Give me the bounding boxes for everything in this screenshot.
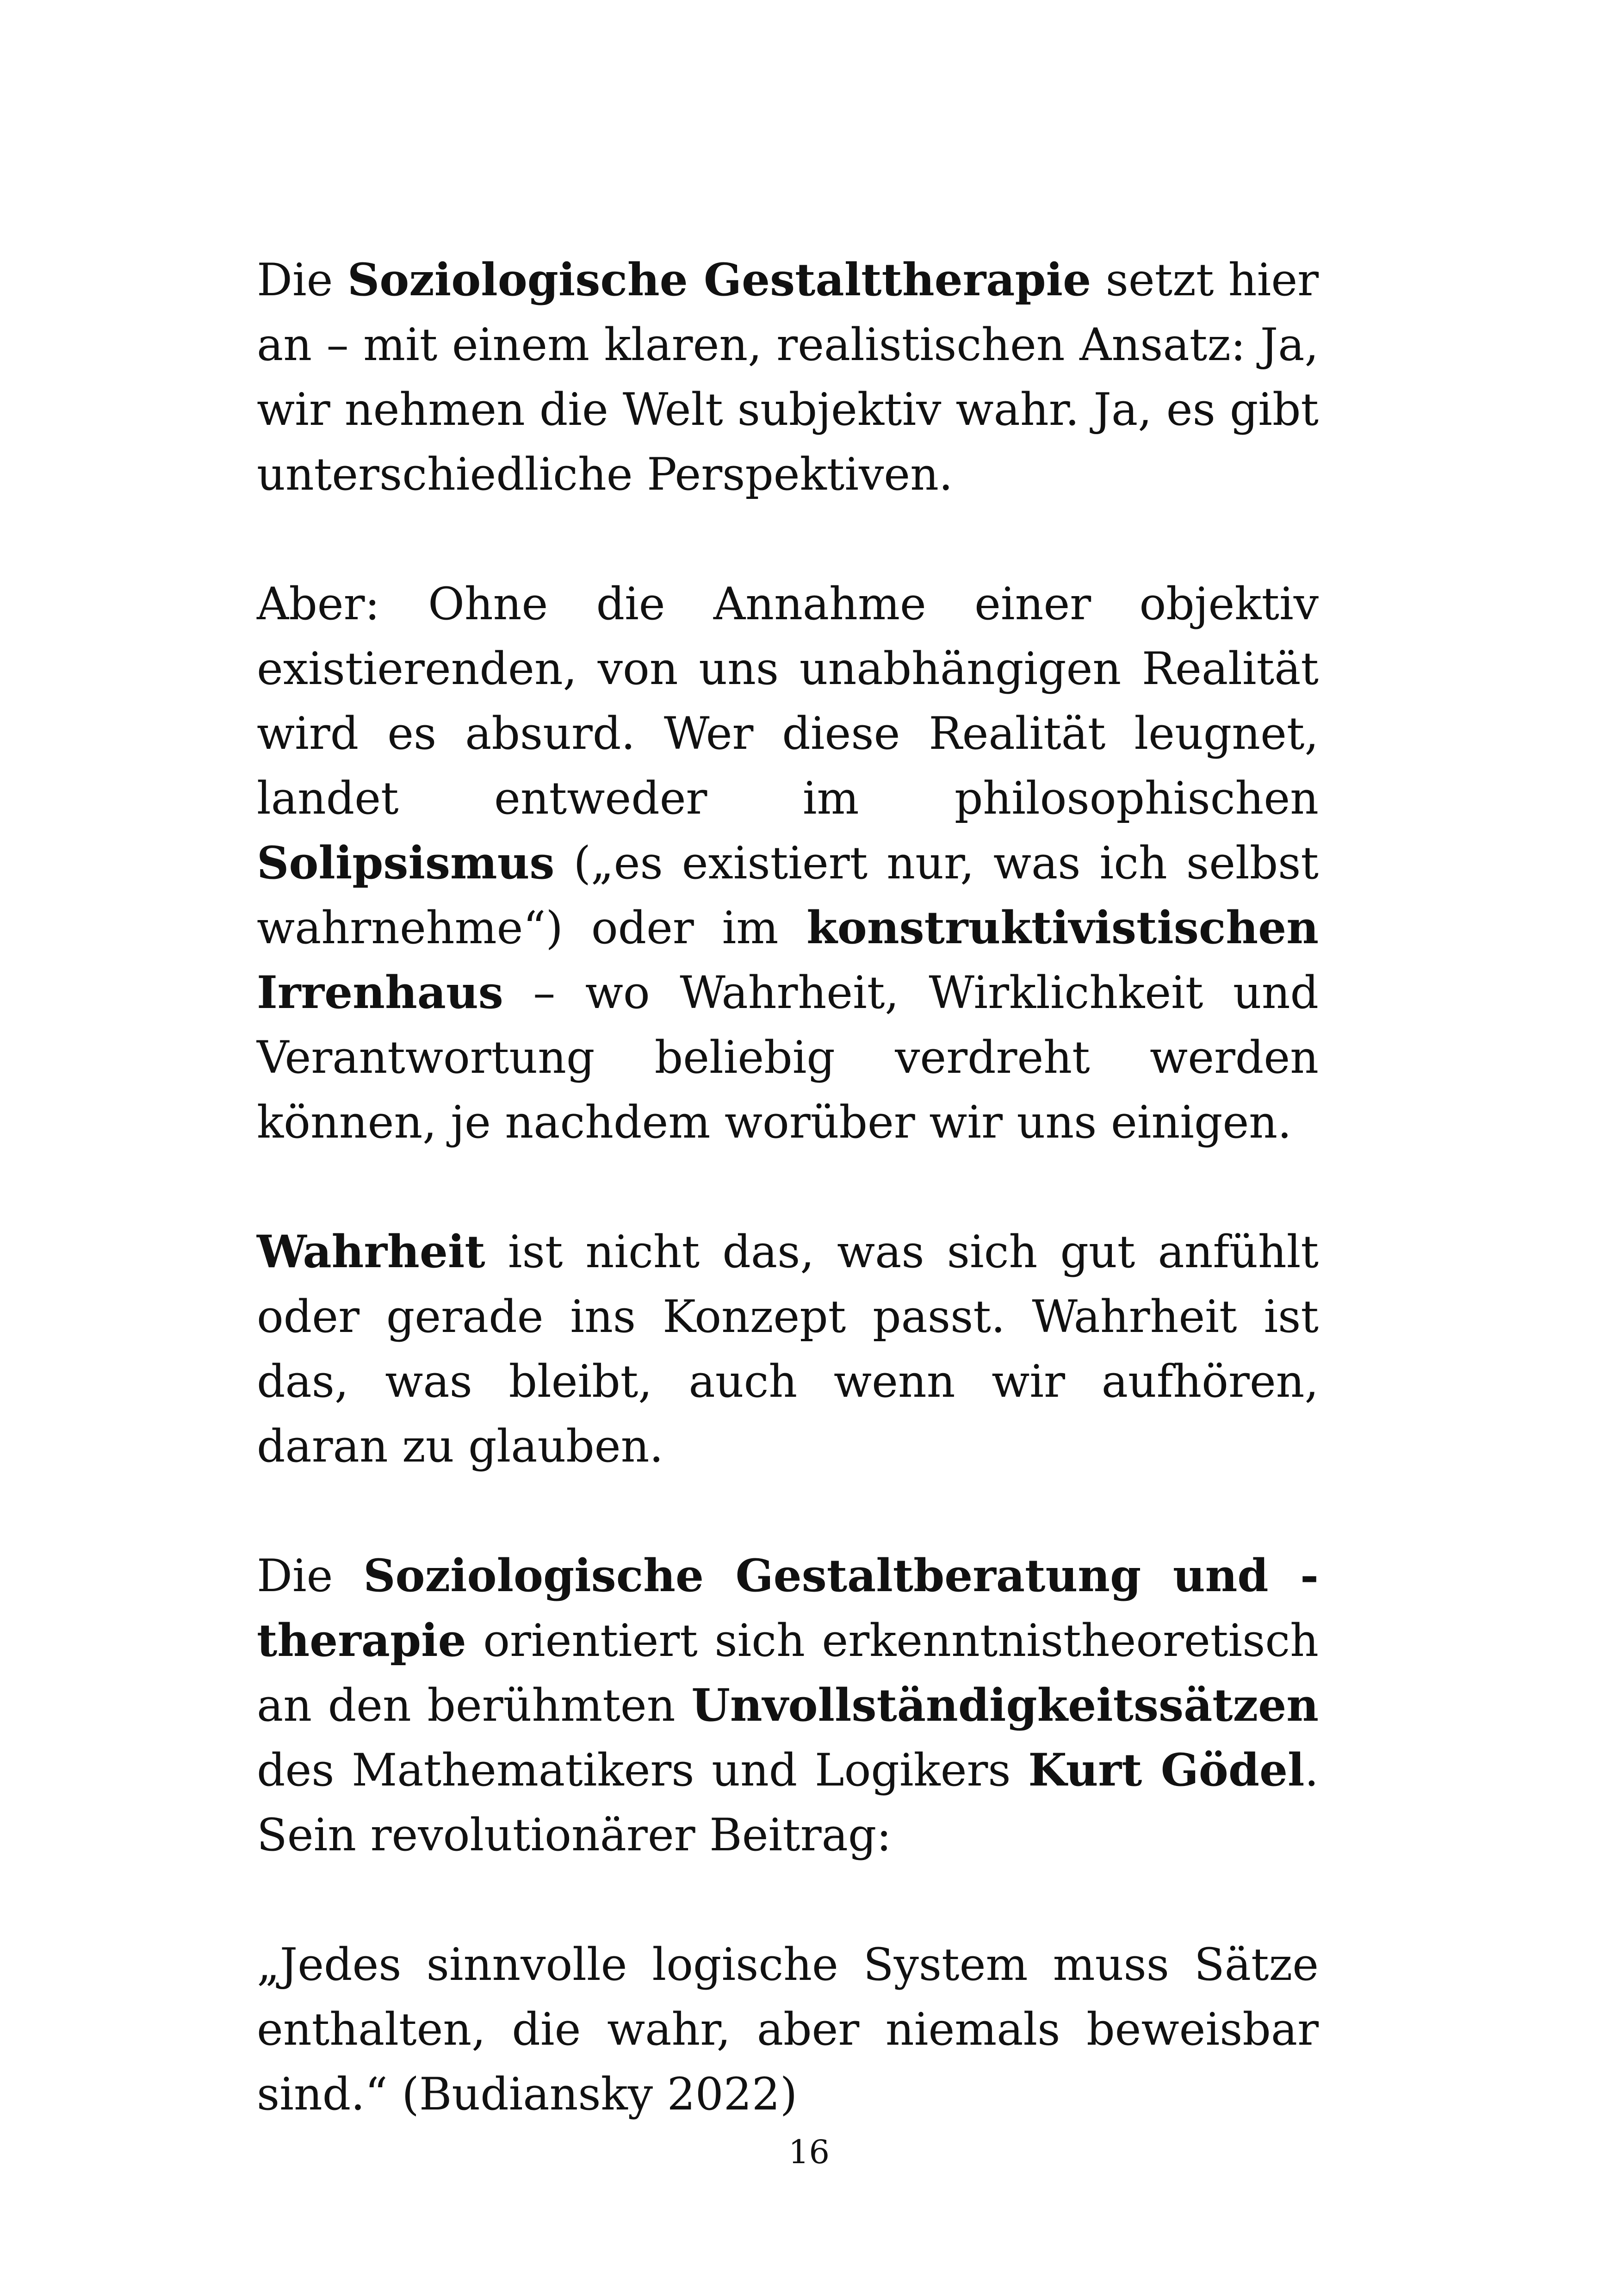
text-run: Aber: Ohne die Annahme einer objektiv existierenden, von uns unabhängigen Realität wird es absurd. Wer diese Realität leugnet, landet entweder im philosophischen <box>257 578 1319 824</box>
paragraph <box>257 572 1319 1155</box>
body-text <box>257 248 1319 2127</box>
bold-term: Soziologische Gestalttherapie <box>347 254 1091 306</box>
bold-term: Wahrheit <box>257 1226 485 1278</box>
paragraph <box>257 248 1319 507</box>
paragraph <box>257 1543 1319 1867</box>
text-run: „Jedes sinnvolle logische System muss Sätze enthalten, die wahr, aber niemals beweisbar sind.“ (Budiansky 2022) <box>257 1939 1319 2120</box>
text-run: Die <box>257 1550 364 1602</box>
paragraph <box>257 1220 1319 1479</box>
text-run: orientiert sich erkenntnistheoretisch an den berühmten <box>257 1615 1319 1731</box>
bold-term: Kurt Gödel <box>1028 1744 1305 1796</box>
page-number: 16 <box>788 2133 830 2171</box>
text-run: Die <box>257 254 347 306</box>
bold-term: Unvollständigkeitssätzen <box>691 1679 1319 1731</box>
text-run: setzt hier an – mit einem klaren, realistischen Ansatz: Ja, wir nehmen die Welt subjektiv wahr. Ja, es gibt unterschiedliche Perspektiven. <box>257 254 1319 500</box>
bold-term: konstruktivistischen Irrenhaus <box>257 902 1319 1019</box>
text-run: ist nicht das, was sich gut anfühlt oder gerade ins Konzept passt. Wahrheit ist das, was bleibt, auch wenn wir aufhören, daran zu glauben. <box>257 1226 1319 1472</box>
text-run: – wo Wahrheit, Wirklichkeit und Verantwortung beliebig verdreht werden können, je nachdem worüber wir uns einigen. <box>257 967 1319 1148</box>
bold-term: Soziologische Gestaltberatung und -therapie <box>257 1549 1319 1667</box>
bold-term: Solipsismus <box>257 837 555 889</box>
text-run: . Sein revolutionärer Beitrag: <box>257 1744 1319 1861</box>
quote-paragraph <box>257 1932 1319 2127</box>
text-run: („es existiert nur, was ich selbst wahrnehme“) oder im <box>257 837 1319 954</box>
text-run: des Mathematikers und Logikers <box>257 1744 1029 1796</box>
